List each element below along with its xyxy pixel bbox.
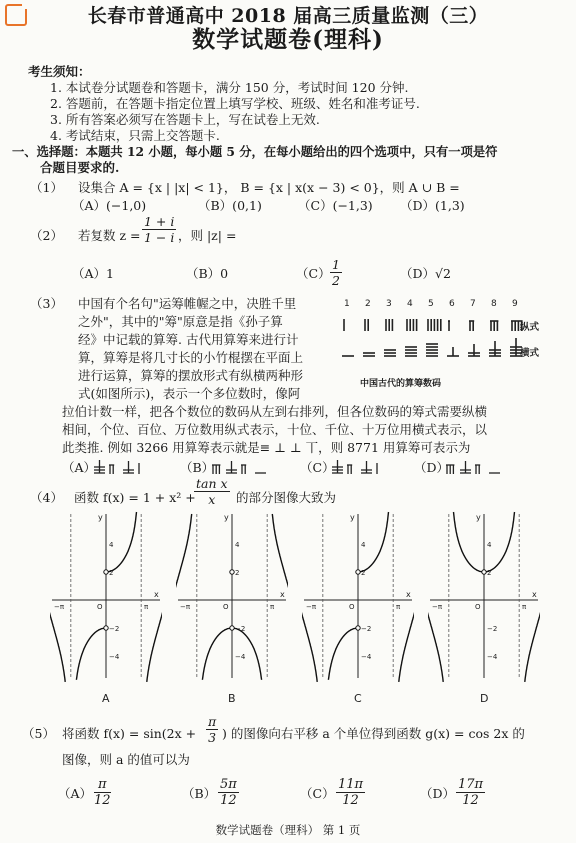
tick-label: 2 <box>235 569 240 577</box>
tick-label: 2 <box>487 569 492 577</box>
axis-label-x: x <box>532 590 537 599</box>
question-line: 式(如图所示)，表示一个多位数时，像阿 <box>78 386 301 401</box>
tick-label: 4 <box>109 541 114 549</box>
fraction: $\frac{\text{tan x}}{x}$ <box>196 476 228 507</box>
open-point <box>104 626 108 630</box>
graph-b <box>176 508 288 708</box>
notice-item: 1. 本试卷分试题卷和答题卡，满分 150 分，考试时间 120 分钟. <box>50 80 409 95</box>
question-stem-end: 的部分图像大致为 <box>236 490 337 505</box>
fraction: $\frac{1 + i}{1 - i}$ <box>144 214 175 245</box>
question-stem-end: ，则 |z| = <box>178 228 237 243</box>
question-line: 进行运算，算筹的摆放形式有纵横两种形 <box>78 368 304 383</box>
tick-label: π <box>144 603 149 611</box>
tick-label: −π <box>54 603 65 611</box>
question-stem: 若复数 z = <box>78 228 141 243</box>
page-footer: 数学试题卷（理科） 第 1 页 <box>215 823 361 837</box>
question-line: 中国有个名句"运筹帷幄之中，决胜千里 <box>78 296 297 311</box>
curve-branch <box>176 514 192 593</box>
question-line: 算，算筹是将几寸长的小竹棍摆在平面上 <box>78 350 304 365</box>
option-c: （C） <box>300 786 335 801</box>
option-a: （A） <box>58 786 93 801</box>
tick-label: 4 <box>235 541 240 549</box>
curve-branch <box>272 514 288 592</box>
open-point <box>104 570 108 574</box>
graph-label: B <box>228 692 236 705</box>
section-heading-cont: 合题目要求的. <box>40 160 120 175</box>
tick-label: −2 <box>487 625 498 633</box>
notice-heading: 考生须知： <box>28 64 91 79</box>
origin-label: O <box>223 603 229 611</box>
fraction: $\frac{5\pi}{12}$ <box>220 777 237 808</box>
option-b: （B）0 <box>186 266 229 281</box>
curve-branch <box>428 607 443 682</box>
tick-label: 2 <box>361 569 366 577</box>
open-point <box>230 626 234 630</box>
open-point <box>230 570 234 574</box>
question-stem: 将函数 f(x) = sin(2x + <box>62 726 197 741</box>
notice-item: 2. 答题前，在答题卡指定位置上填写学校、班级、姓名和准考证号. <box>50 96 420 111</box>
question-number: （2） <box>30 228 63 243</box>
question-number: （4） <box>30 490 63 505</box>
question-line: 经》中记载的算筹. 古代用算筹来进行计 <box>78 332 299 347</box>
question-stem: 设集合 A = {x | |x| < 1}， B = {x | x(x − 3) < 0}，则 A ∪ B = <box>78 180 460 195</box>
option-c: （C）(−1,3) <box>298 198 373 213</box>
graph-label: C <box>354 692 362 705</box>
option-b: （B） <box>182 786 217 801</box>
tick-label: −π <box>306 603 317 611</box>
option-d: （D）(1,3) <box>400 198 465 213</box>
question-number: （5） <box>22 726 55 741</box>
graph-d <box>428 508 540 708</box>
tick-label: −4 <box>235 653 246 661</box>
tick-label: π <box>522 603 527 611</box>
fraction: $\frac{17\pi}{12}$ <box>458 777 484 808</box>
curve-branch <box>328 628 357 680</box>
question-line: 此类推. 例如 3266 用算筹表示就是≡ ⊥ ⊥ 丅，则 8771 用算筹可表示为 <box>62 440 471 455</box>
graph-label: D <box>480 692 489 705</box>
option-c: （C） <box>300 460 335 475</box>
heng-rods <box>342 338 522 356</box>
curve-branch <box>50 607 65 682</box>
tick-label: 4 <box>487 541 492 549</box>
option-b-rods <box>210 460 280 476</box>
fraction: $\frac{\pi}{3}$ <box>208 714 217 745</box>
curve-branch <box>525 608 540 682</box>
heng-label: 横式 <box>520 348 540 359</box>
option-d-rods <box>444 460 524 476</box>
tick-label: 4 <box>361 541 366 549</box>
digit-label: 4 <box>407 299 413 309</box>
tick-label: π <box>396 603 401 611</box>
notice-item: 4. 考试结束，只需上交答题卡. <box>50 128 220 143</box>
origin-label: O <box>349 603 355 611</box>
digit-label: 1 <box>344 299 350 309</box>
zong-label: 纵式 <box>520 322 540 333</box>
fraction: $\frac{11\pi}{12}$ <box>338 777 364 808</box>
digit-label: 5 <box>428 299 434 309</box>
zong-rods <box>344 319 523 331</box>
fraction: $\frac{1}{2}$ <box>332 257 340 288</box>
tick-label: −2 <box>235 625 246 633</box>
axis-label-y: y <box>476 513 481 522</box>
option-c: （C） <box>296 266 331 281</box>
question-line: 拉伯计数一样，把各个数位的数码从左到右排列，但各位数码的筹式需要纵横 <box>62 404 488 419</box>
question-stem: 函数 f(x) = 1 + x² + <box>74 490 196 505</box>
axis-label-x: x <box>280 590 285 599</box>
curve-branch <box>147 608 162 682</box>
option-d: （D） <box>420 786 456 801</box>
digit-label: 8 <box>491 299 497 309</box>
question-stem-line2: 图像，则 a 的值可以为 <box>62 752 190 767</box>
question-line: 相间，个位、百位、万位数用纵式表示，十位、千位、十万位用横式表示，以 <box>62 422 488 437</box>
notice-item: 3. 所有答案必须写在答题卡上，写在试卷上无效. <box>50 112 320 127</box>
graph-c <box>302 508 414 708</box>
tick-label: −4 <box>361 653 372 661</box>
axis-label-x: x <box>406 590 411 599</box>
tick-label: −π <box>432 603 443 611</box>
origin-label: O <box>475 603 481 611</box>
option-a-rods <box>92 460 162 476</box>
open-point <box>356 570 360 574</box>
tick-label: −2 <box>361 625 372 633</box>
origin-label: O <box>97 603 103 611</box>
question-line: 之外"，其中的"筹"原意是指《孙子算 <box>78 314 283 329</box>
digit-label: 9 <box>512 299 518 309</box>
function-graphs <box>50 508 537 708</box>
curve-branch <box>202 628 231 680</box>
digit-label: 7 <box>470 299 476 309</box>
tick-label: π <box>270 603 275 611</box>
option-d: （D）√2 <box>400 266 451 281</box>
axis-label-y: y <box>98 513 103 522</box>
curve-branch <box>399 608 414 682</box>
digit-label: 6 <box>449 299 455 309</box>
section-heading: 一、选择题：本题共 12 小题，每小题 5 分，在每小题给出的四个选项中，只有一项是符 <box>12 144 498 159</box>
question-number: （3） <box>30 296 63 311</box>
question-number: （1） <box>30 180 63 195</box>
tick-label: −4 <box>487 653 498 661</box>
tick-label: 2 <box>109 569 114 577</box>
open-point <box>356 626 360 630</box>
counting-rod-figure <box>340 292 560 392</box>
question-stem-cont: ) 的图像向右平移 a 个单位得到函数 g(x) = cos 2x 的 <box>222 726 525 741</box>
exam-subtitle: 数学试题卷(理科) <box>192 26 384 53</box>
digit-label: 2 <box>365 299 371 309</box>
axis-label-x: x <box>154 590 159 599</box>
graph-a <box>50 508 162 708</box>
tick-label: −2 <box>109 625 120 633</box>
fraction: $\frac{\pi}{12}$ <box>94 777 111 808</box>
option-c-rods <box>330 460 400 476</box>
curve-branch <box>76 628 105 680</box>
option-d: （D） <box>414 460 450 475</box>
option-a: （A）(−1,0) <box>72 198 147 213</box>
open-point <box>482 570 486 574</box>
exam-title: 长春市普通高中 2018 届高三质量监测（三） <box>87 5 489 27</box>
graph-label: A <box>102 692 110 705</box>
option-b: （B） <box>180 460 215 475</box>
digit-label: 3 <box>386 299 392 309</box>
option-b: （B）(0,1) <box>198 198 262 213</box>
axis-label-y: y <box>224 513 229 522</box>
figure-caption: 中国古代的算筹数码 <box>360 379 442 389</box>
axis-label-y: y <box>350 513 355 522</box>
curve-branch <box>302 607 317 682</box>
tick-label: −π <box>180 603 191 611</box>
tick-label: −4 <box>109 653 120 661</box>
option-a: （A） <box>62 460 97 475</box>
option-a: （A）1 <box>72 266 114 281</box>
